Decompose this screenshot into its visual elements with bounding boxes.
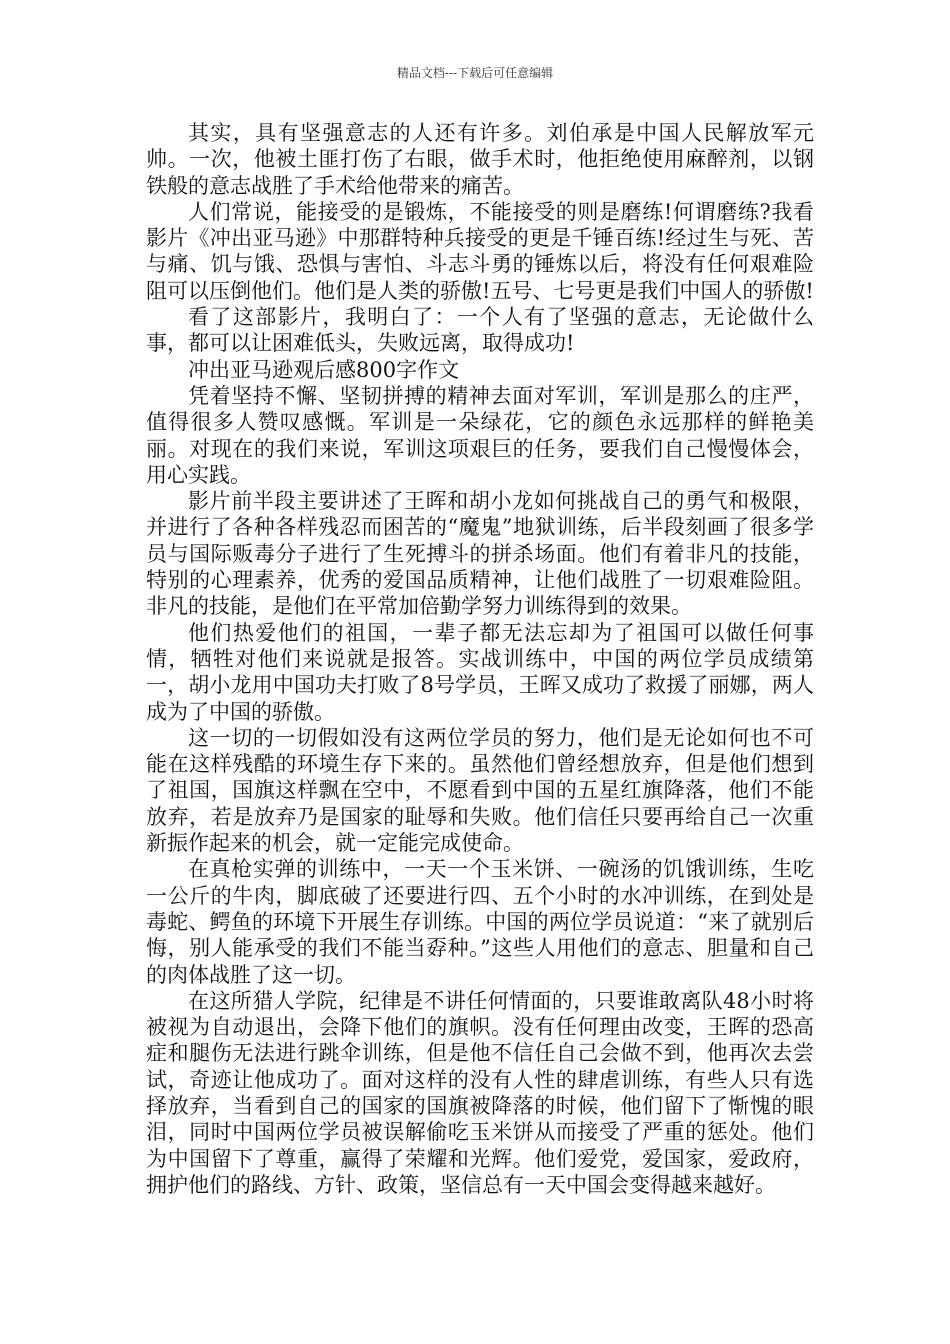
section-title: 冲出亚马逊观后感800字作文 [188, 357, 460, 382]
paragraph: 看了这部影片，我明白了：一个人有了坚强的意志，无论做什么事，都可以让困难低头，失败远离，取得成功! [146, 305, 814, 356]
paragraph: 他们热爱他们的祖国，一辈子都无法忘却为了祖国可以做任何事情，牺牲对他们来说就是报答。实战训练中，中国的两位学员成绩第一，胡小龙用中国功夫打败了8号学员，王晖又成功了救援了丽娜，两人成为了中国的骄傲。 [146, 620, 814, 724]
paragraph: 在这所猎人学院，纪律是不讲任何情面的，只要谁敢离队48小时将被视为自动退出，会降下他们的旗帜。没有任何理由改变，王晖的恐高症和腿伤无法进行跳伞训练，但是他不信任自己会做不到，他再次去尝试，奇迹让他成功了。面对这样的没有人性的肆虐训练，有些人只有选择放弃，当看到自己的国家的国旗被降落的时候，他们留下了惭愧的眼泪，同时中国两位学员被误解偷吃玉米饼从而接受了严重的惩处。他们为中国留下了尊重，赢得了荣耀和光辉。他们爱党，爱国家，爱政府，拥护他们的路线、方针、政策，坚信总有一天中国会变得越来越好。 [146, 988, 814, 1197]
paragraph: 人们常说，能接受的是锻炼，不能接受的则是磨练!何谓磨练?我看影片《冲出亚马逊》中那群特种兵接受的更是千锤百练!经过生与死、苦与痛、饥与饿、恐惧与害怕、斗志斗勇的锤炼以后，将没有任何艰难险阻可以压倒他们。他们是人类的骄傲!五号、七号更是我们中国人的骄傲! [146, 199, 814, 303]
paragraph: 其实，具有坚强意志的人还有许多。刘伯承是中国人民解放军元帅。一次，他被土匪打伤了右眼，做手术时，他拒绝使用麻醉剂，以钢铁般的意志战胜了手术给他带来的痛苦。 [146, 121, 814, 198]
page-header: 精品文档---下载后可任意编辑 [396, 66, 554, 80]
paragraph: 在真枪实弹的训练中，一天一个玉米饼、一碗汤的饥饿训练，生吃一公斤的牛肉，脚底破了还要进行四、五个小时的水冲训练，在到处是毒蛇、鳄鱼的环境下开展生存训练。中国的两位学员说道：“来了就别后悔，别人能承受的我们不能当孬种。”这些人用他们的意志、胆量和自己的肉体战胜了这一切。 [146, 857, 814, 987]
document-body [146, 120, 814, 1198]
paragraph: 影片前半段主要讲述了王晖和胡小龙如何挑战自己的勇气和极限，并进行了各种各样残忍而困苦的“魔鬼”地狱训练，后半段刻画了很多学员与国际贩毒分子进行了生死搏斗的拼杀场面。他们有着非凡的技能，特别的心理素养，优秀的爱国品质精神，让他们战胜了一切艰难险阻。非凡的技能，是他们在平常加倍勤学努力训练得到的效果。 [146, 489, 814, 619]
paragraph: 凭着坚持不懈、坚韧拼搏的精神去面对军训，军训是那么的庄严，值得很多人赞叹感慨。军训是一朵绿花，它的颜色永远那样的鲜艳美丽。对现在的我们来说，军训这项艰巨的任务，要我们自己慢慢体会，用心实践。 [146, 383, 814, 487]
paragraph: 这一切的一切假如没有这两位学员的努力，他们是无论如何也不可能在这样残酷的环境生存下来的。虽然他们曾经想放弃，但是他们想到了祖国，国旗这样飘在空中，不愿看到中国的五星红旗降落，他们不能放弃，若是放弃乃是国家的耻辱和失败。他们信任只要再给自己一次重新振作起来的机会，就一定能完成使命。 [146, 725, 814, 856]
